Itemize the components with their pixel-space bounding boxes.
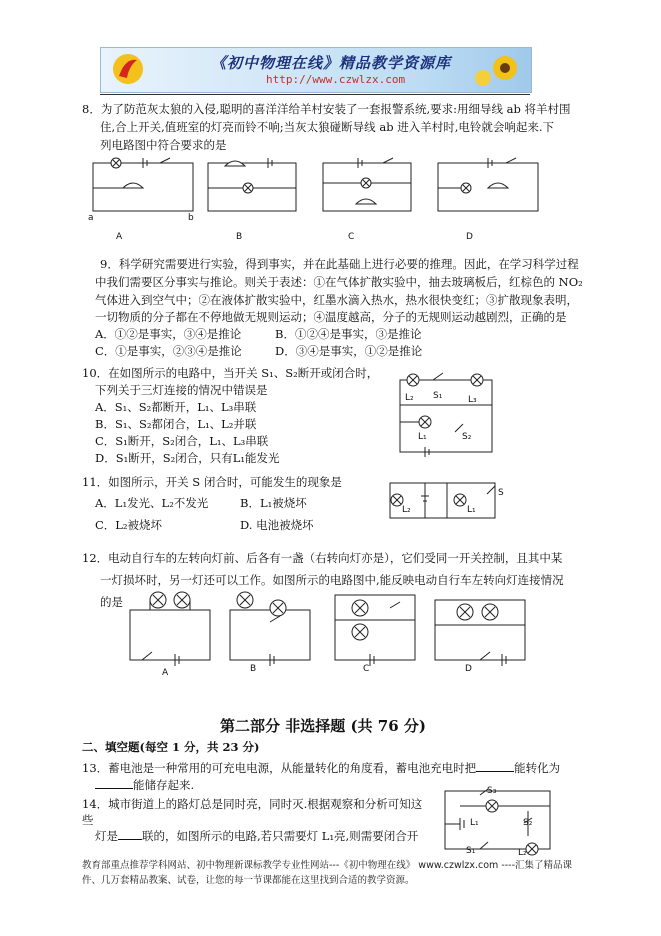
q11-label-s: S (498, 488, 504, 498)
q14-line-3 (95, 828, 418, 844)
q13-text-a: 13．蓄电池是一种常用的可充电电源，从能量转化的角度看，蓄电池充电时把 (82, 761, 477, 775)
q8-line-2: 住,合上开关,值班室的灯亮而铃不响;当灰太狼碰断导线 ab 进入羊村时,电铃就会响起来.下 (100, 120, 555, 134)
q10-label-l3: L₃ (468, 395, 477, 405)
q12-option-b: B (250, 664, 257, 674)
q8-option-a: A (116, 232, 123, 242)
q14-label-s1: S₁ (466, 846, 476, 856)
q11-label-l2: L₂ (402, 505, 411, 515)
q14-circuit (440, 786, 560, 856)
q12-line-3: 的是 (100, 595, 123, 609)
q8-option-c: C (348, 232, 355, 242)
q14-line-1: 14．城市街道上的路灯总是同时亮，同时灭.根据观察和分析可知这 (82, 797, 423, 811)
q12-circuit-a (130, 592, 210, 666)
q8-end-b: b (188, 213, 194, 223)
q10-label-l2: L₂ (405, 393, 414, 403)
q10-label-l1: L₁ (418, 432, 427, 442)
q11-option-b: B．L₁被烧坏 (240, 496, 307, 510)
q11-circuit (385, 478, 505, 523)
q14-label-s2: S₂ (523, 818, 533, 828)
q13-line-1 (82, 760, 560, 776)
q11-option-a: A．L₁发光、L₂不发光 (95, 496, 209, 510)
q9-option-d: D．③④是事实，①②是推论 (275, 344, 423, 358)
q8-circuit-diagrams (88, 158, 568, 238)
q13-blank-2[interactable] (95, 778, 133, 789)
q13-line-2 (95, 777, 194, 793)
q10-option-a: A．S₁、S₂都断开，L₁、L₃串联 (95, 400, 257, 414)
header-banner (100, 47, 532, 93)
q9-line-3: 气体进入到空气中；②在液体扩散实验中，红墨水滴入热水，热水很快变红；③扩散现象表明， (95, 293, 578, 307)
q14-text-a: 灯是 (95, 829, 118, 843)
q8-end-a: a (88, 213, 94, 223)
q12-option-c: C (363, 664, 370, 674)
q11-option-c: C．L₂被烧坏 (95, 518, 163, 532)
q11-option-d: D. 电池被烧坏 (240, 518, 314, 532)
q11-label-l1: L₁ (467, 505, 476, 515)
q11-line: 11．如图所示，开关 S 闭合时，可能发生的现象是 (82, 475, 342, 489)
q10-circuit (395, 370, 505, 460)
q8-circuit-a (93, 158, 193, 211)
header-rule (100, 94, 530, 95)
q8-line-1: 8．为了防范灰太狼的入侵,聪明的喜洋洋给羊村安装了一套报警系统,要求:用细导线 ab 将羊村围 (82, 102, 571, 116)
q14-label-s3: S₃ (487, 786, 497, 796)
q10-option-d: D．S₁断开，S₂闭合，只有L₁能发光 (95, 451, 280, 465)
q14-blank-1[interactable] (118, 829, 142, 840)
q12-line-2: 一灯损坏时，另一灯还可以工作。如图所示的电路图中,能反映电动自行车左转向灯连接情况 (100, 573, 564, 587)
q14-text-b: 联的，如图所示的电路,若只需要灯 L₁亮,则需要闭合开 (142, 829, 419, 843)
q12-option-d: D (465, 664, 472, 674)
footer-line-1: 教育部重点推荐学科网站、初中物理新课标教学专业性网站---《初中物理在线》 www.czwlzx.com ----汇集了精品课 (82, 860, 573, 871)
footer-line-2: 件、几万套精品教案、试卷，让您的每一节课都能在这里找到合适的教学资源。 (82, 875, 415, 886)
q9-line-2: 中我们需要区分事实与推论。则关于表述：①在气体扩散实验中，抽去玻璃板后，红棕色的 NO₂ (95, 275, 583, 289)
q10-label-s2: S₂ (462, 432, 472, 442)
q9-line-1: 9．科学研究需要进行实验，得到事实，并在此基础上进行必要的推理。因此，在学习科学过程 (100, 257, 579, 271)
q14-label-l2: L₂ (518, 848, 527, 858)
q12-circuit-d (435, 600, 525, 666)
q9-option-c: C．①是事实，②③④是推论 (95, 344, 242, 358)
sunflower-icon (465, 50, 525, 90)
q12-circuit-diagrams (120, 590, 540, 670)
part2-title: 第二部分 非选择题 (共 76 分) (220, 717, 426, 735)
q14-line-2: 些 (82, 813, 94, 827)
q12-circuit-c (335, 595, 415, 666)
q12-option-a: A (162, 668, 169, 678)
q9-line-4: 一切物质的分子都在不停地做无规则运动；④温度越高，分子的无规则运动越剧烈，正确的是 (95, 310, 567, 324)
q13-text-b: 能转化为 (514, 761, 561, 775)
q13-blank-1[interactable] (476, 761, 514, 772)
banner-url[interactable]: http://www.czwlzx.com (266, 73, 406, 86)
q10-option-c: C．S₁断开，S₂闭合，L₁、L₃串联 (95, 434, 269, 448)
q12-circuit-b (230, 592, 310, 666)
q8-circuit-b (208, 158, 296, 211)
q8-option-d: D (466, 232, 473, 242)
q14-label-l1: L₁ (470, 818, 479, 828)
q13-text-c: 能储存起来. (133, 778, 195, 792)
q8-line-3: 列电路图中符合要求的是 (100, 138, 227, 152)
q10-line-1: 10．在如图所示的电路中，当开关 S₁、S₂断开或闭合时， (82, 366, 379, 380)
q9-option-a: A．①②是事实，③④是推论 (95, 327, 242, 341)
q8-circuit-d (438, 158, 538, 211)
site-logo-icon (111, 52, 145, 86)
q10-label-s1: S₁ (433, 391, 443, 401)
q10-option-b: B．S₁、S₂都闭合，L₁、L₂并联 (95, 417, 257, 431)
q8-option-b: B (236, 232, 243, 242)
part2-section: 二、填空题(每空 1 分，共 23 分) (82, 740, 260, 754)
q10-line-2: 下列关于三灯连接的情况中错误是 (95, 383, 268, 397)
q9-option-b: B．①②④是事实，③是推论 (275, 327, 422, 341)
banner-title: 《初中物理在线》精品教学资源库 (211, 54, 452, 72)
q12-line-1: 12．电动自行车的左转向灯前、后各有一盏（右转向灯亦是），它们受同一开关控制，且其中某 (82, 551, 563, 565)
q8-circuit-c (323, 158, 411, 211)
